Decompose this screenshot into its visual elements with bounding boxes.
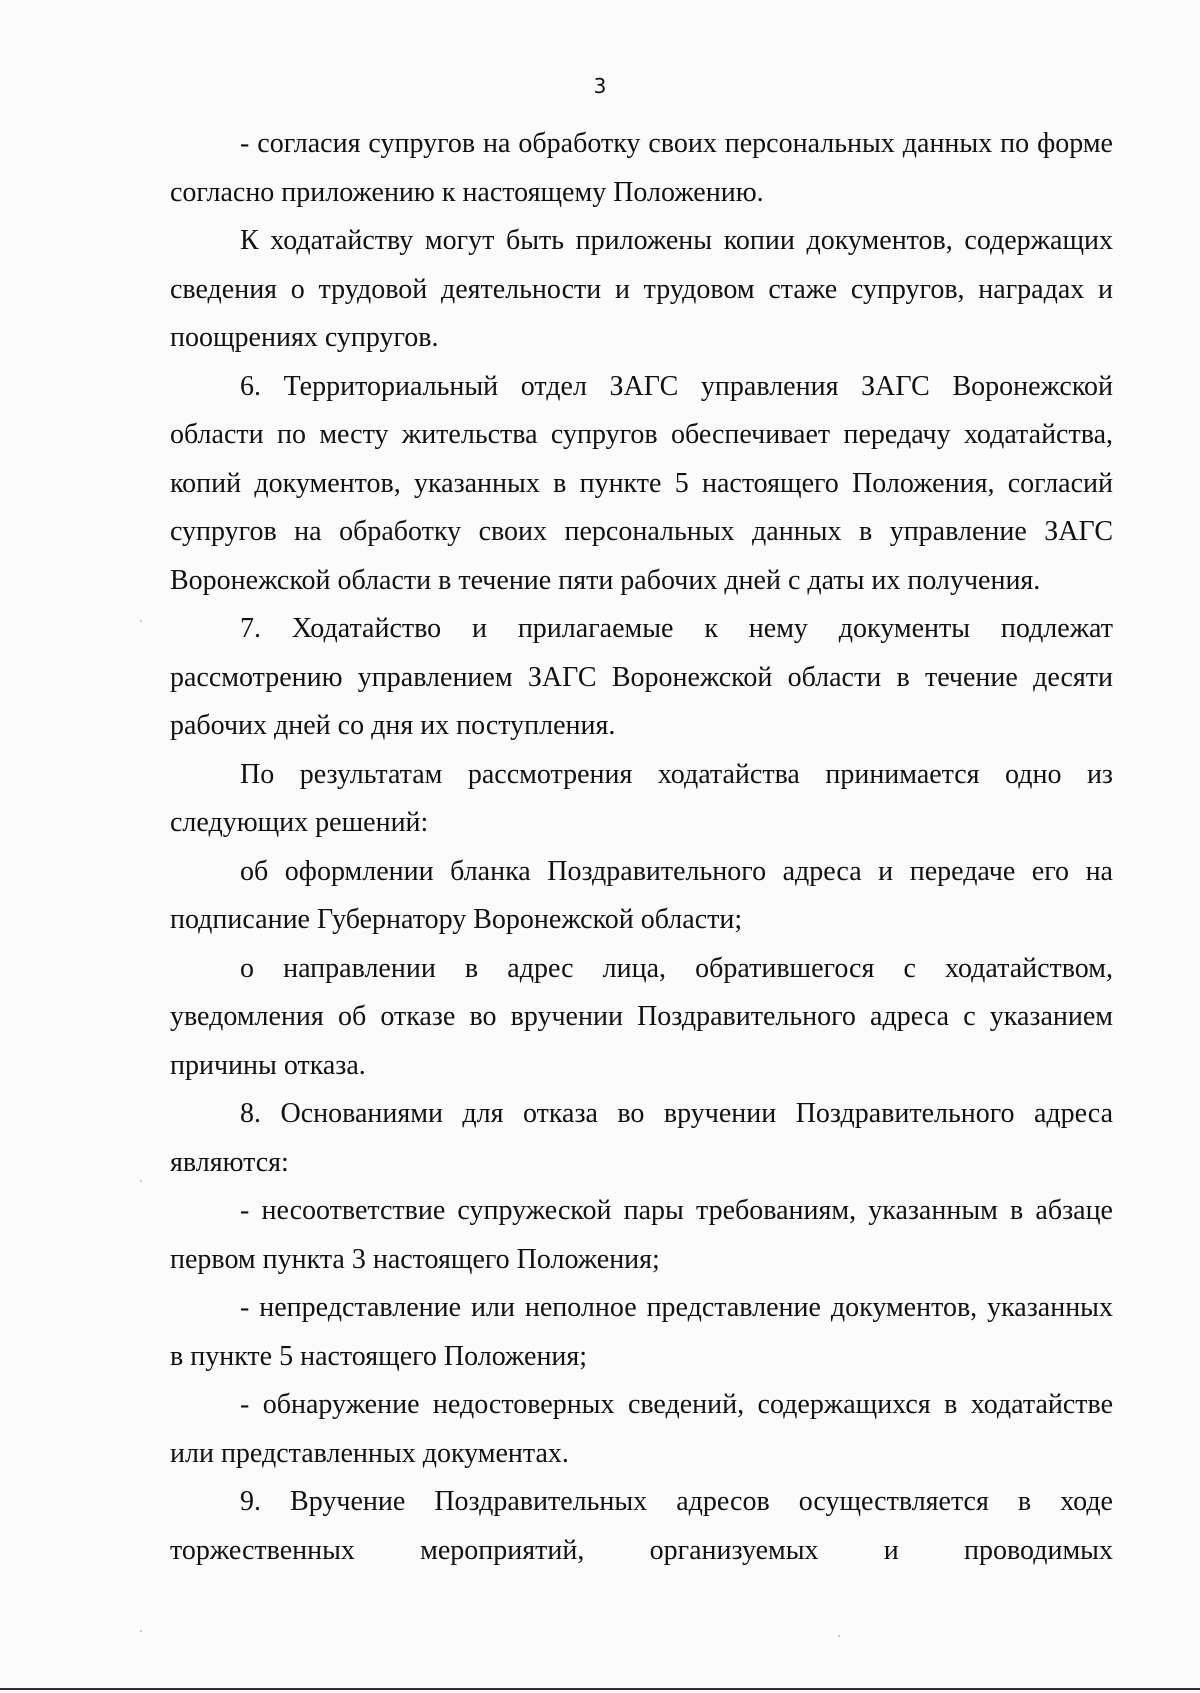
page-bottom-edge	[0, 1688, 1200, 1690]
scan-speck	[140, 620, 142, 622]
paragraph-item-6: 6. Территориальный отдел ЗАГС управления ЗАГС Воронежской области по месту жительства супругов обеспечивает передачу ходатайства, копий документов, указанных в пункте 5 настоящего Положения, согласий супругов на обработку своих персональных данных в управление ЗАГС Воронежской области в течение пяти рабочих дней с даты их получения.	[170, 370, 1113, 596]
scan-speck	[140, 1630, 142, 1632]
page-number: 3	[593, 74, 607, 98]
paragraph-reason-mismatch: - несоответствие супружеской пары требованиям, указанным в абзаце первом пункта 3 настоящего Положения;	[170, 1195, 1113, 1275]
paragraph-item-9: 9. Вручение Поздравительных адресов осуществляется в ходе торжественных мероприятий, организуемых и проводимых	[170, 1486, 1113, 1566]
paragraph-consent: - согласия супругов на обработку своих персональных данных по форме согласно приложению к настоящему Положению.	[170, 128, 1113, 208]
paragraph-reason-false-info: - обнаружение недостоверных сведений, содержащихся в ходатайстве или представленных документах.	[170, 1389, 1113, 1469]
paragraph-review-results: По результатам рассмотрения ходатайства принимается одно из следующих решений:	[170, 758, 1113, 838]
scan-speck	[140, 1180, 142, 1182]
paragraph-decision-refuse: о направлении в адрес лица, обратившегося с ходатайством, уведомления об отказе во вручении Поздравительного адреса с указанием причины отказа.	[170, 952, 1113, 1081]
paragraph-attachments: К ходатайству могут быть приложены копии документов, содержащих сведения о трудовой деятельности и трудовом стаже супругов, наградах и поощрениях супругов.	[170, 225, 1113, 353]
scan-speck	[838, 1635, 840, 1637]
paragraph-reason-missing-docs: - непредставление или неполное представление документов, указанных в пункте 5 настоящего Положения;	[170, 1292, 1113, 1372]
document-body	[170, 120, 1113, 1575]
paragraph-decision-approve: об оформлении бланка Поздравительного адреса и передаче его на подписание Губернатору Воронежской области;	[170, 855, 1113, 935]
paragraph-item-7: 7. Ходатайство и прилагаемые к нему документы подлежат рассмотрению управлением ЗАГС Воронежской области в течение десяти рабочих дней со дня их поступления.	[170, 613, 1113, 741]
paragraph-item-8: 8. Основаниями для отказа во вручении Поздравительного адреса являются:	[170, 1098, 1113, 1178]
